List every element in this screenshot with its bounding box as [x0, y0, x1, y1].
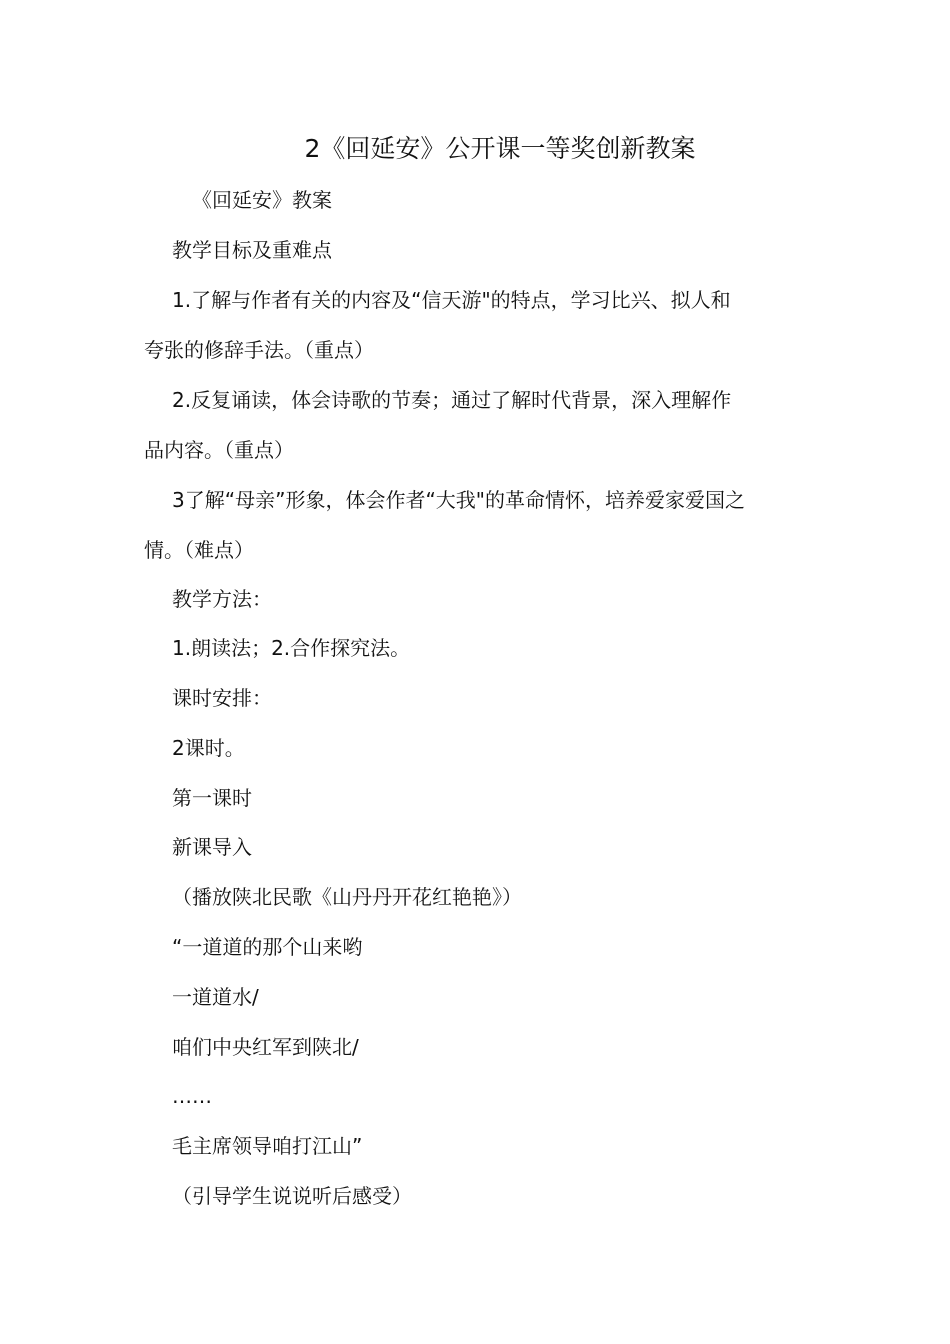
- paragraph-line: “一道道的那个山来哟: [172, 935, 363, 959]
- paragraph-line: 3了解“母亲”形象，体会作者“大我"的革命情怀，培养爱家爱国之: [172, 488, 746, 512]
- paragraph-line: 情。（难点）: [144, 538, 254, 562]
- paragraph-line: 新课导入: [172, 835, 252, 859]
- document-title: 2《回延安》公开课一等奖创新教案: [304, 134, 696, 163]
- paragraph-line: 1.朗读法；2.合作探究法。: [172, 636, 411, 660]
- paragraph-line: 第一课时: [172, 786, 252, 810]
- paragraph-line: 2课时。: [172, 736, 245, 760]
- paragraph-line: ……: [172, 1084, 212, 1108]
- paragraph-line: 品内容。（重点）: [144, 438, 294, 462]
- paragraph-line: 夸张的修辞手法。（重点）: [144, 338, 374, 362]
- paragraph-line: 毛主席领导咱打江山”: [172, 1134, 363, 1158]
- paragraph-line: 课时安排：: [172, 686, 272, 710]
- paragraph-line: 1.了解与作者有关的内容及“信天游"的特点，学习比兴、拟人和: [172, 288, 731, 312]
- subtitle-line: 《回延安》教案: [192, 188, 332, 212]
- paragraph-line: 教学目标及重难点: [172, 238, 332, 262]
- paragraph-line: 2.反复诵读，体会诗歌的节奏；通过了解时代背景，深入理解作: [172, 388, 732, 412]
- paragraph-line: 咱们中央红军到陕北/: [172, 1035, 359, 1059]
- paragraph-line: 一道道水/: [172, 985, 259, 1009]
- paragraph-line: 教学方法：: [172, 587, 272, 611]
- paragraph-line: （播放陕北民歌《山丹丹开花红艳艳》）: [172, 885, 522, 909]
- paragraph-line: （引导学生说说听后感受）: [172, 1184, 412, 1208]
